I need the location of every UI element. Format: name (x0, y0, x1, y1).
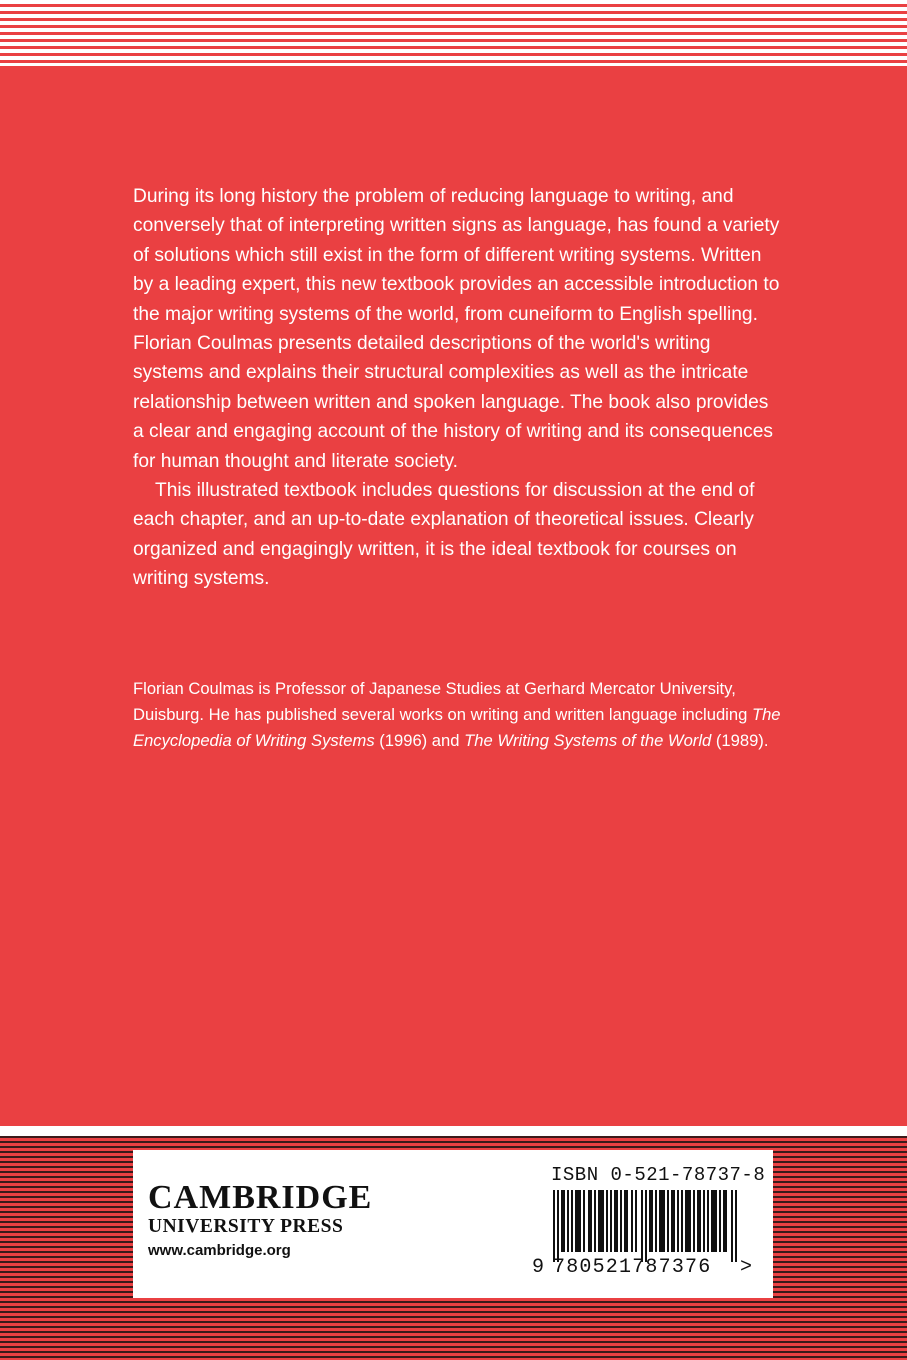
publisher-press: UNIVERSITY PRESS (148, 1216, 344, 1237)
bio-lead: Florian Coulmas is Professor of Japanese Studies at Gerhard Mercator University, Duisburg. He has published several works on writing and written language including (133, 679, 752, 724)
barcode-digits: 780521787376 (553, 1256, 712, 1279)
description-paragraph-1: During its long history the problem of reducing language to writing, and conversely that of interpreting written signs as language, has found a variety of solutions which still exist in the form of different writing systems. Written by a leading expert, this new textbook provides an accessible introduction to the major writing systems of the world, from cuneiform to English spelling. Florian Coulmas presents detailed descriptions of the world's writing systems and explains their structural complexities as well as the intricate relationship between written and spoken language. The book also provides a clear and engaging account of the history of writing and its consequences for human thought and literate society. (133, 186, 780, 472)
top-stripe-band (0, 0, 907, 66)
author-bio (133, 676, 783, 754)
publisher-name: CAMBRIDGE (148, 1179, 373, 1216)
bio-work-1-title: The Encyclopedia of Writing Systems (133, 705, 781, 750)
back-cover-main (0, 66, 907, 1126)
book-description (133, 182, 783, 594)
bio-work-2-title: The Writing Systems of the World (464, 731, 712, 750)
description-paragraph-2: This illustrated textbook includes questions for discussion at the end of each chapter, and an up-to-date explanation of theoretical issues. Clearly organized and engagingly written, it is the ideal textbook for courses on writing systems. (133, 480, 755, 590)
white-divider (0, 1126, 907, 1136)
publisher-url[interactable]: www.cambridge.org (148, 1242, 291, 1259)
barcode-first-digit: 9 (532, 1256, 546, 1279)
isbn-label: ISBN 0-521-78737-8 (551, 1164, 766, 1186)
publisher-panel (133, 1150, 773, 1298)
bio-work-1-year: (1996) and (374, 731, 465, 750)
barcode-arrow: > (740, 1256, 753, 1279)
publisher-block (148, 1180, 372, 1259)
bio-work-2-year: (1989). (711, 731, 769, 750)
barcode-icon (553, 1190, 739, 1262)
